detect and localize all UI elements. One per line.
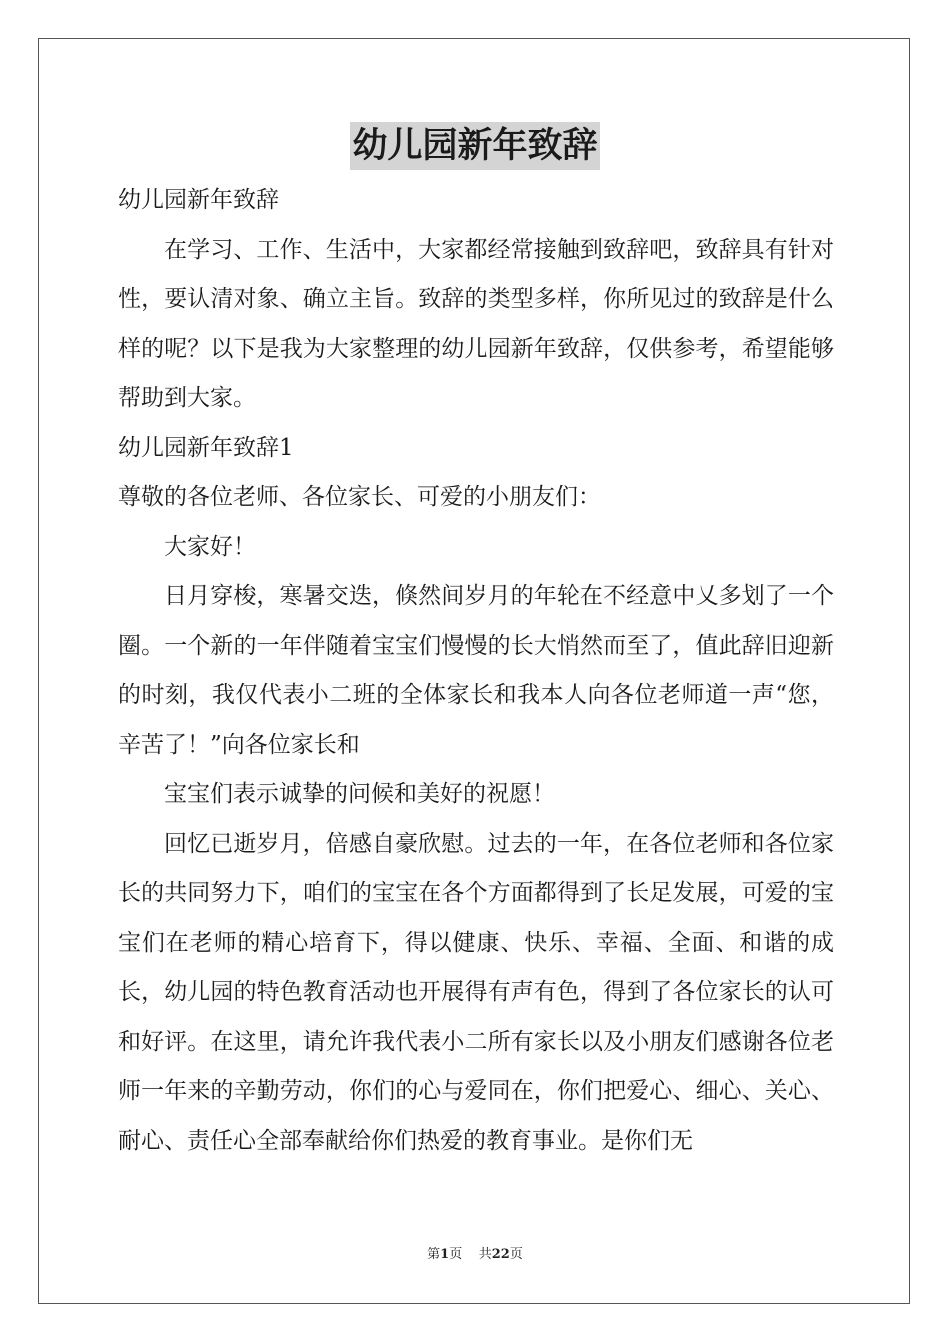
total-unit: 页 <box>509 1247 523 1262</box>
document-title: 幼儿园新年致辞 <box>350 122 599 170</box>
body-paragraph: 日月穿梭，寒暑交迭，倏然间岁月的年轮在不经意中乂多划了一个圈。一个新的一年伴随着宝宝们慢慢的长大悄然而至了，值此辞旧迎新的时刻，我仅代表小二班的全体家长和我本人向各位老师道一声“您，辛苦了！”向各位家长和 <box>118 583 834 758</box>
page-unit: 页 <box>449 1247 463 1262</box>
page-number: 1 <box>440 1247 450 1262</box>
subtitle-paragraph: 幼儿园新年致辞 <box>118 187 279 213</box>
page-total: 22 <box>491 1247 510 1262</box>
page-footer <box>0 1246 950 1264</box>
body-paragraph: 回忆已逝岁月，倍感自豪欣慰。过去的一年，在各位老师和各位家长的共同努力下，咱们的宝宝在各个方面都得到了长足发展，可爱的宝宝们在老师的精心培育下，得以健康、快乐、幸福、全面、和谐的成长，幼儿园的特色教育活动也开展得有声有色，得到了各位家长的认可和好评。在这里，请允许我代表小二所有家长以及小朋友们感谢各位老师一年来的辛勤劳动，你们的心与爱同在，你们把爱心、细心、关心、耐心、责任心全部奉献给你们热爱的教育事业。是你们无 <box>118 830 834 1154</box>
body-paragraph: 宝宝们表示诚挚的问候和美好的祝愿！ <box>164 781 555 807</box>
section-heading: 幼儿园新年致辞1 <box>118 434 294 461</box>
title-container <box>0 122 950 170</box>
page-prefix: 第 <box>427 1247 441 1262</box>
document-body <box>118 176 834 1166</box>
intro-paragraph: 在学习、工作、生活中，大家都经常接触到致辞吧，致辞具有针对性，要认清对象、确立主旨。致辞的类型多样，你所见过的致辞是什么样的呢？以下是我为大家整理的幼儿园新年致辞，仅供参考，希望能够帮助到大家。 <box>118 236 834 411</box>
salutation-paragraph: 尊敬的各位老师、各位家长、可爱的小朋友们： <box>118 484 601 510</box>
total-prefix: 共 <box>478 1247 492 1262</box>
greeting-paragraph: 大家好！ <box>164 533 256 560</box>
